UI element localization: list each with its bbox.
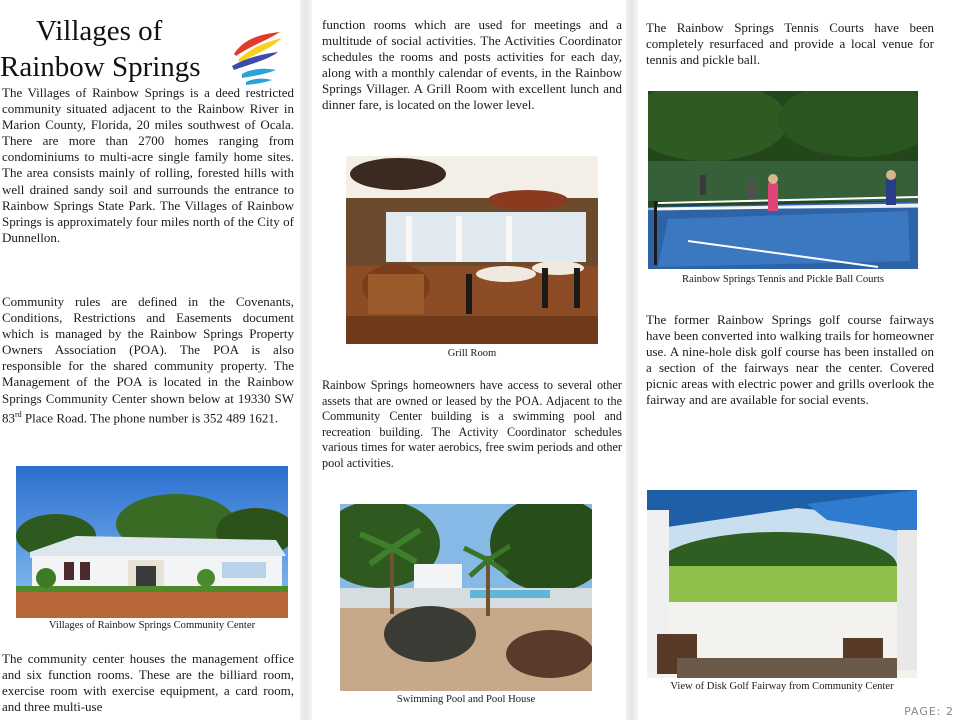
tennis-courts-caption: Rainbow Springs Tennis and Pickle Ball Courts bbox=[681, 274, 885, 285]
fold-divider bbox=[626, 0, 638, 720]
community-rules-paragraph: Community rules are defined in the Covenants, Conditions, Restrictions and Easements document which is managed by the Rainbow Springs Property Owners Association (POA). The POA is also responsible for the shared community property. The Management of the POA is located in the Rainbow Springs Community Center shown below at 19330 SW 83rd Place Road. The phone number is 352 489 1621. bbox=[2, 294, 294, 425]
pool-assets-paragraph: Rainbow Springs homeowners have access to several other assets that are owned or leased by the POA. Adjacent to the Community Center building is a swimming pool and recreation building. The Activity Coordinator schedules various times for water aerobics, free swim periods and other pool activities. bbox=[322, 378, 622, 470]
page-title-line-1: Villages of bbox=[36, 15, 163, 47]
grill-room-caption: Grill Room bbox=[447, 348, 497, 359]
fold-divider bbox=[300, 0, 312, 720]
community-center-photo bbox=[16, 466, 288, 618]
community-center-caption: Villages of Rainbow Springs Community Center bbox=[48, 620, 256, 631]
tennis-courts-paragraph: The Rainbow Springs Tennis Courts have been completely resurfaced and provide a local venue for tennis and pickle ball. bbox=[646, 20, 934, 68]
disk-golf-fairway-photo bbox=[647, 490, 917, 678]
swimming-pool-caption: Swimming Pool and Pool House bbox=[396, 694, 536, 705]
column-1 bbox=[0, 0, 298, 720]
page-title-line-2: Rainbow Springs bbox=[0, 51, 201, 83]
tennis-courts-photo bbox=[648, 91, 918, 269]
watermark: PAGE: 2 bbox=[904, 705, 954, 718]
golf-fairways-paragraph: The former Rainbow Springs golf course fairways have been converted into walking trails for homeowner use. A nine-hole disk golf course has been installed on a section of the fairways near the center. Covered picnic areas with electric power and grills overlook the fairway and are available for social events. bbox=[646, 312, 934, 408]
column-2 bbox=[314, 0, 624, 720]
community-center-paragraph: The community center houses the management office and six function rooms. These are the billiard room, exercise room with exercise equipment, a card room, and three multi-use bbox=[2, 651, 294, 715]
function-rooms-paragraph: function rooms which are used for meetings and a multitude of social activities. The Activities Coordinator schedules the rooms and posts activities for each day, along with a monthly calendar of events, in the Rainbow Springs Villager. A Grill Room with excellent lunch and dinner fare, is located on the lower level. bbox=[322, 17, 622, 113]
rainbow-brush-logo-icon bbox=[228, 28, 286, 88]
intro-paragraph: The Villages of Rainbow Springs is a deed restricted community situated adjacent to the Rainbow River in Marion County, Florida, 20 miles southwest of Ocala. There are more than 2700 homes ranging from condominiums to multi-acre single family home sites. The area consists mainly of rolling, forested hills with well drained sandy soil and surrounds the entrance to Rainbow Springs State Park. The Villages of Rainbow Springs is approximately four miles north of the City of Dunnellon. bbox=[2, 85, 294, 245]
disk-golf-fairway-caption: View of Disk Golf Fairway from Community Center bbox=[670, 681, 894, 692]
column-3 bbox=[640, 0, 936, 720]
grill-room-photo bbox=[346, 156, 598, 344]
swimming-pool-photo bbox=[340, 504, 592, 691]
